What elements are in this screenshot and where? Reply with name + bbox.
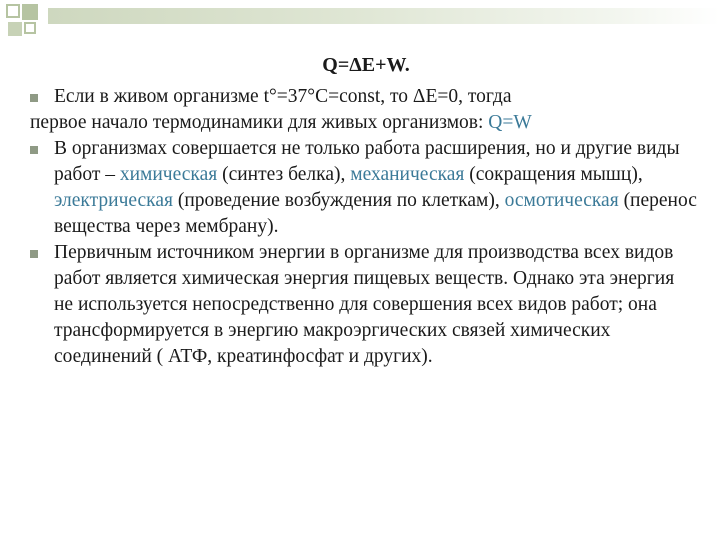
work-chemical: химическая [119, 164, 218, 185]
bullet-list [18, 84, 698, 370]
energy-source-text: Первичным источником энергии в организме для производства всех видов работ является химическая энергия пищевых веществ. Однако эта энергия не используется непосредственно для совершения всех видов работ; она трансформируется в энергию макроэргических связей химических соединений ( АТФ, креатинфосфат и других). [54, 242, 675, 367]
bullet-item-work-types [18, 136, 698, 240]
work-osmotic: осмотическая [504, 190, 619, 211]
square-bullet-icon [30, 250, 38, 258]
work-chemical-desc: (синтез белка), [217, 164, 351, 185]
first-law-prefix: первое начало термодинамики для живых организмов: [30, 112, 489, 133]
work-electrical: электрическая [54, 190, 173, 211]
first-law-formula: Q=W [488, 112, 532, 133]
work-electrical-desc: (проведение возбуждения по клеткам), [172, 190, 505, 211]
decorative-square [22, 4, 38, 20]
first-law-statement [30, 110, 698, 136]
work-types-intro: В организмах совершается не только работа расширения, но и другие виды работ – [54, 138, 680, 185]
decorative-square [8, 22, 22, 36]
bullet-item-energy-source [18, 240, 698, 370]
square-bullet-icon [30, 146, 38, 154]
work-mechanical: механическая [350, 164, 465, 185]
work-types-text [54, 138, 697, 237]
formula-title: Q=ΔE+W. [322, 54, 410, 76]
decorative-square [6, 4, 20, 18]
work-osmotic-desc: (перенос вещества через мембрану). [54, 190, 697, 237]
decorative-square [24, 22, 36, 34]
work-mechanical-desc: (сокращения мышц), [464, 164, 643, 185]
first-law-condition: Если в живом организме t°=37°C=const, то ΔE=0, тогда [54, 86, 512, 107]
decorative-gradient-bar [48, 8, 720, 24]
header-decoration [0, 0, 720, 45]
square-bullet-icon [30, 94, 38, 102]
bullet-item-first-law [18, 84, 698, 136]
